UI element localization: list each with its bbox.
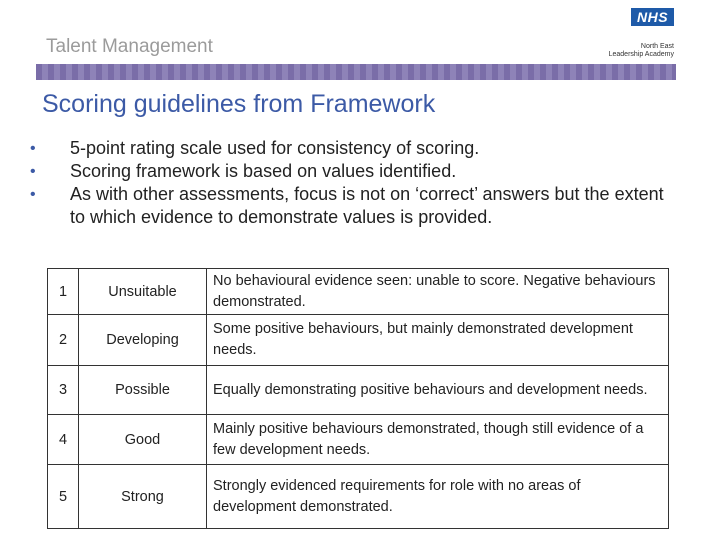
bullet-text: Scoring framework is based on values identified.	[70, 161, 457, 181]
description-cell: Mainly positive behaviours demonstrated, though still evidence of a few development needs.	[207, 415, 669, 465]
rating-scale-table	[47, 268, 669, 529]
label-cell: Possible	[79, 366, 207, 415]
nhs-logo: NHS	[631, 8, 674, 26]
score-cell: 4	[48, 415, 79, 465]
table-row	[48, 269, 669, 315]
table-row	[48, 315, 669, 366]
bullet-icon: •	[30, 186, 36, 203]
table-row	[48, 366, 669, 415]
brand-title: Talent Management	[46, 36, 213, 57]
description-cell: Some positive behaviours, but mainly demonstrated development needs.	[207, 315, 669, 366]
org-name-line1: North East	[640, 43, 674, 50]
label-cell: Developing	[79, 315, 207, 366]
org-name-line2: Leadership Academy	[608, 51, 674, 58]
label-cell: Good	[79, 415, 207, 465]
bullet-item	[30, 183, 680, 229]
bullet-icon: •	[30, 140, 36, 157]
description-cell: Strongly evidenced requirements for role with no areas of development demonstrated.	[207, 465, 669, 529]
bullet-item	[30, 137, 680, 160]
bullet-text: As with other assessments, focus is not on ‘correct’ answers but the extent to which evidence to demonstrate values is provided.	[70, 184, 664, 227]
score-cell: 3	[48, 366, 79, 415]
score-cell: 5	[48, 465, 79, 529]
description-cell: Equally demonstrating positive behaviours and development needs.	[207, 366, 669, 415]
bullet-item	[30, 160, 680, 183]
org-name	[609, 43, 674, 59]
bullet-icon: •	[30, 163, 36, 180]
label-cell: Unsuitable	[79, 269, 207, 315]
slide-title: Scoring guidelines from Framework	[42, 90, 436, 118]
label-cell: Strong	[79, 465, 207, 529]
score-cell: 2	[48, 315, 79, 366]
table-row	[48, 415, 669, 465]
table-row	[48, 465, 669, 529]
bullet-text: 5-point rating scale used for consistency of scoring.	[70, 138, 480, 158]
score-cell: 1	[48, 269, 79, 315]
description-cell: No behavioural evidence seen: unable to score. Negative behaviours demonstrated.	[207, 269, 669, 315]
header-stripe	[36, 64, 676, 80]
bullet-list	[30, 137, 680, 229]
